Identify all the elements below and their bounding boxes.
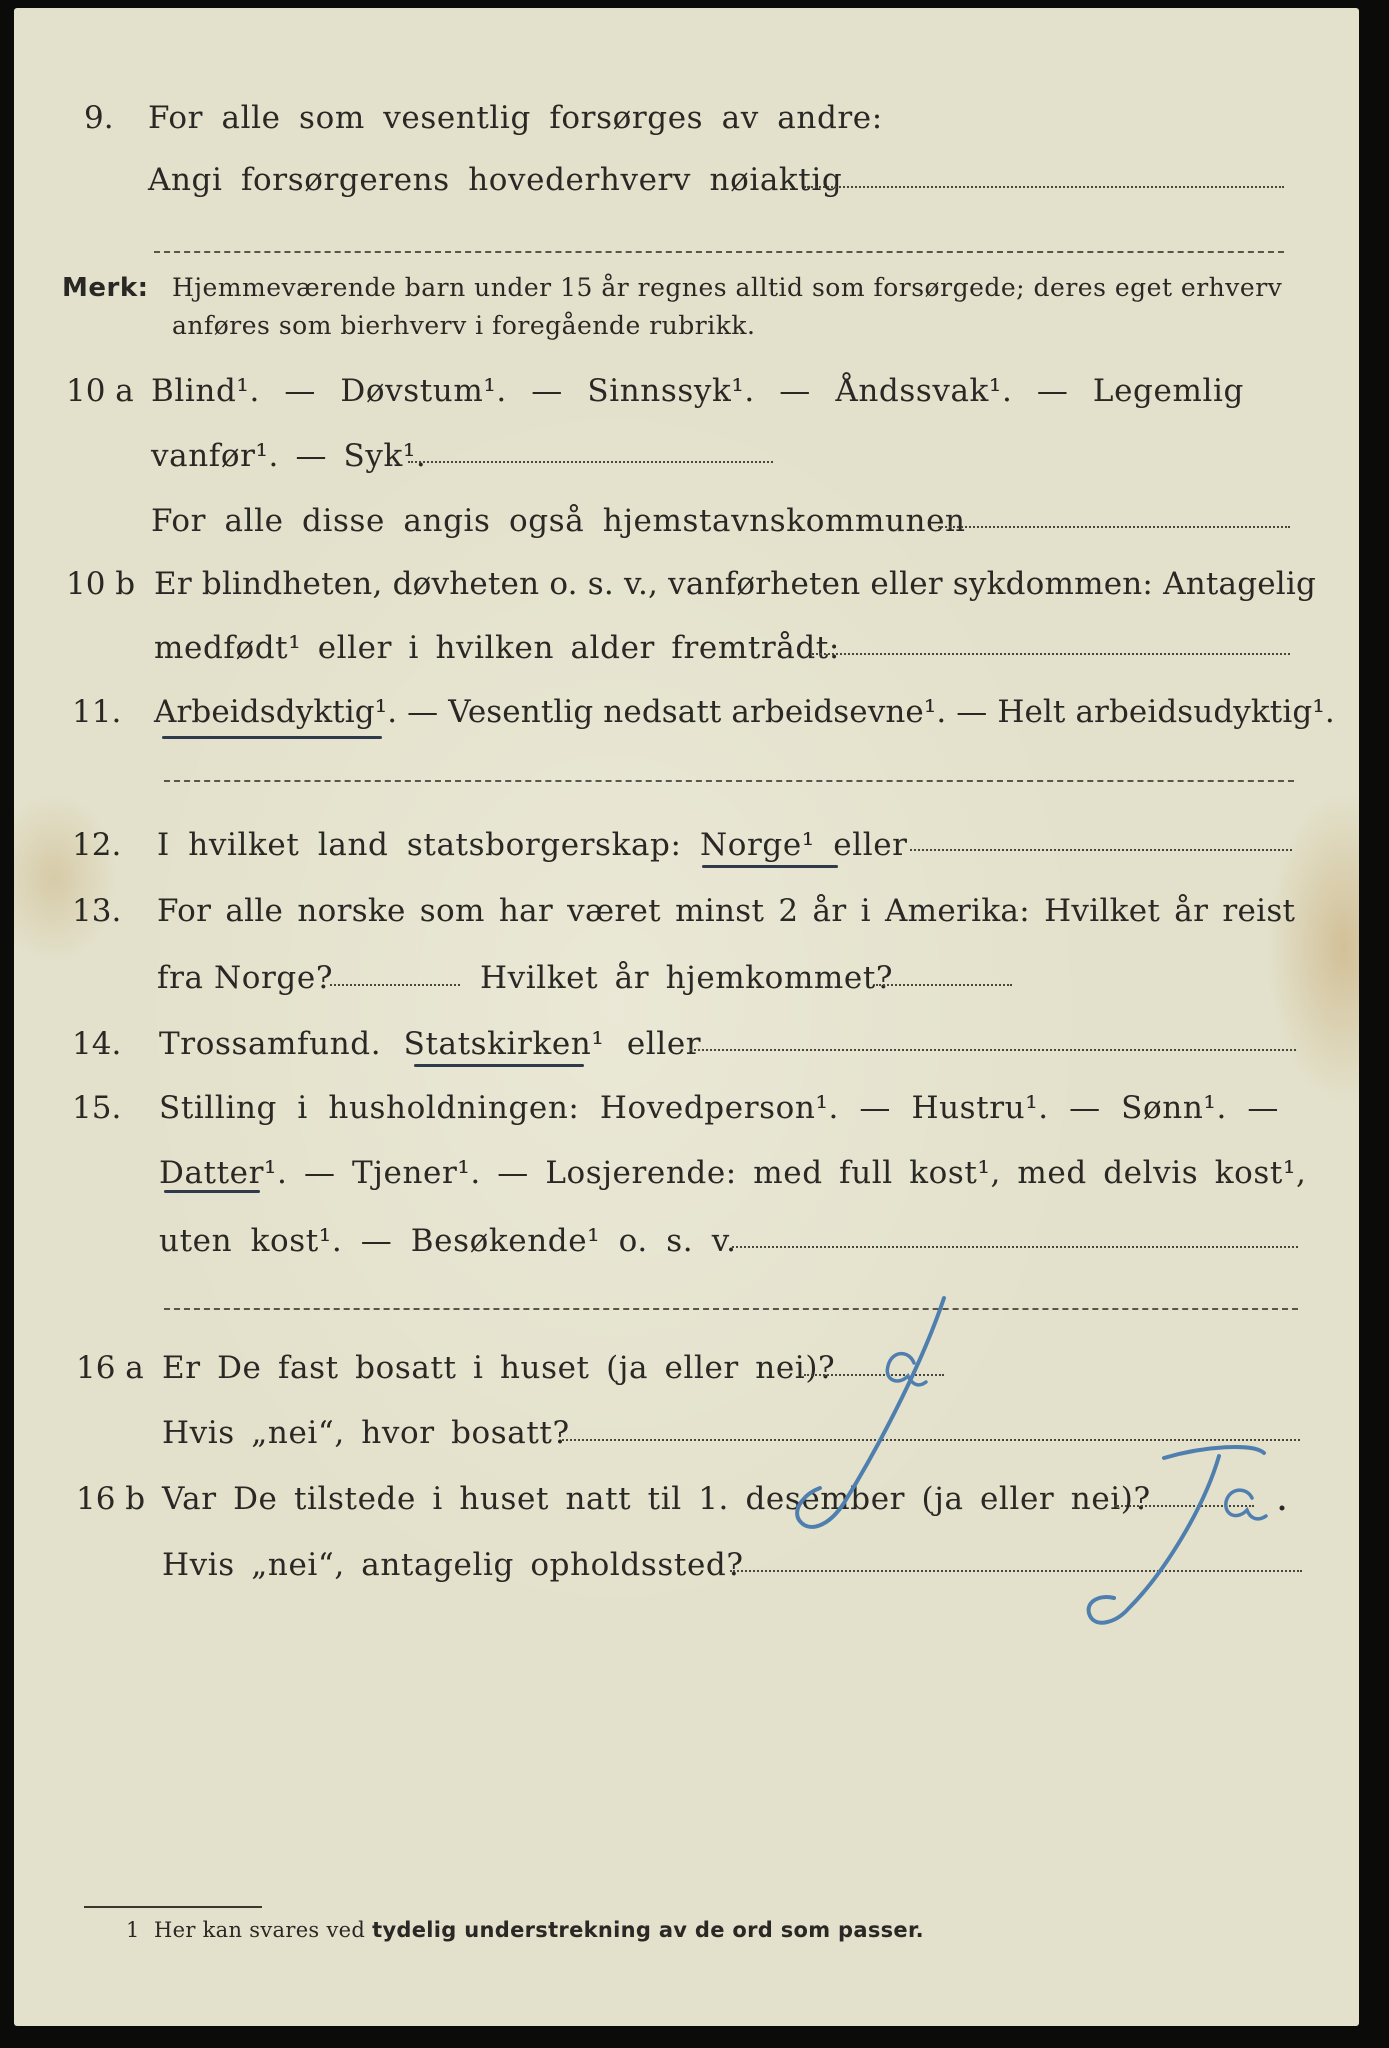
q11-number: 11. <box>72 694 122 730</box>
q15-line2: Datter¹. — Tjener¹. — Losjerende: med full kost¹, med delvis kost¹, <box>159 1155 1307 1191</box>
q16a-number: 16 a <box>76 1350 144 1386</box>
q16b-handwritten-answer <box>1054 1438 1294 1638</box>
footnote-text-b: tydelig understrekning av de ord som passer. <box>372 1918 924 1942</box>
q9-extra-line[interactable] <box>154 251 1284 253</box>
q16a-line1: Er De fast bosatt i huset (ja eller nei)? <box>162 1350 836 1386</box>
q11-line1: Arbeidsdyktig¹. — Vesentlig nedsatt arbeidsevne¹. — Helt arbeidsudyktig¹. <box>154 694 1335 730</box>
q13-line2b: Hvilket år hjemkommet? <box>480 960 894 996</box>
q14-underline-statskirken <box>414 1064 584 1067</box>
footnote-mark: 1 <box>126 1918 140 1942</box>
q16a-line2: Hvis „nei“, hvor bosatt? <box>162 1415 570 1451</box>
q15-number: 15. <box>72 1090 122 1126</box>
merk-line1: Hjemmeværende barn under 15 år regnes alltid som forsørgede; deres eget erhverv <box>172 273 1283 302</box>
q16b-number: 16 b <box>76 1481 146 1517</box>
merk-label: Merk: <box>62 273 149 303</box>
q14-answer-dotted-line[interactable] <box>690 1049 1296 1051</box>
q14-number: 14. <box>72 1026 122 1062</box>
q15-line3: uten kost¹. — Besøkende¹ o. s. v. <box>159 1223 737 1259</box>
q15-extra-line[interactable] <box>164 1308 1298 1310</box>
q12-number: 12. <box>72 827 122 863</box>
q11-underline-arbeidsdyktig <box>162 736 382 739</box>
q11-extra-line[interactable] <box>164 780 1294 782</box>
q9-answer-dotted-line[interactable] <box>804 186 1284 188</box>
q10a-line3: For alle disse angis også hjemstavnskommunen <box>151 503 966 539</box>
footnote-text-a: Her kan svares ved <box>154 1918 366 1942</box>
q9-line2: Angi forsørgerens hovederhverv nøiaktig <box>148 162 843 198</box>
q15-line1: Stilling i husholdningen: Hovedperson¹. — Hustru¹. — Sønn¹. — <box>159 1090 1279 1126</box>
q10b-number: 10 b <box>66 566 136 602</box>
q13-line1: For alle norske som har været minst 2 år i Amerika: Hvilket år reist <box>157 893 1296 929</box>
q16b-line1: Var De tilstede i huset natt til 1. desember (ja eller nei)? <box>162 1481 1151 1517</box>
q15-underline-datter <box>164 1190 260 1193</box>
q10a-number: 10 a <box>66 373 134 409</box>
q13-hjemkommet-dotted-line[interactable] <box>876 984 1012 986</box>
census-form-page <box>14 8 1359 2026</box>
q12-line1: I hvilket land statsborgerskap: Norge¹ eller <box>157 827 908 863</box>
q12-answer-dotted-line[interactable] <box>910 849 1292 851</box>
q13-number: 13. <box>72 893 122 929</box>
q9-line1: For alle som vesentlig forsørges av andre: <box>148 100 883 136</box>
q10a-line2: vanfør¹. — Syk¹. <box>151 438 427 474</box>
merk-line2: anføres som bierhverv i foregående rubrikk. <box>172 311 756 340</box>
q16a-handwritten-answer <box>774 1288 974 1548</box>
q10b-answer-dotted-line[interactable] <box>812 653 1290 655</box>
footnote-separator <box>84 1906 262 1908</box>
q13-line2a: fra Norge? <box>157 960 334 996</box>
q14-line1: Trossamfund. Statskirken¹ eller <box>159 1026 702 1062</box>
q10a-line1: Blind¹. — Døvstum¹. — Sinnssyk¹. — Åndssvak¹. — Legemlig <box>151 373 1244 409</box>
q10b-line1: Er blindheten, døvheten o. s. v., vanførheten eller sykdommen: Antagelig <box>154 566 1317 602</box>
footnote-text <box>154 1916 924 1944</box>
q12-underline-norge <box>702 865 838 868</box>
q9-number: 9. <box>84 100 114 136</box>
q10a-answer-dotted-line[interactable] <box>408 461 773 463</box>
q13-reist-dotted-line[interactable] <box>330 984 460 986</box>
q10a-hometown-dotted-line[interactable] <box>938 526 1290 528</box>
q16b-line2: Hvis „nei“, antagelig opholdssted? <box>162 1547 744 1583</box>
q15-answer-dotted-line[interactable] <box>732 1246 1298 1248</box>
q10b-line2: medfødt¹ eller i hvilken alder fremtrådt: <box>154 630 840 666</box>
